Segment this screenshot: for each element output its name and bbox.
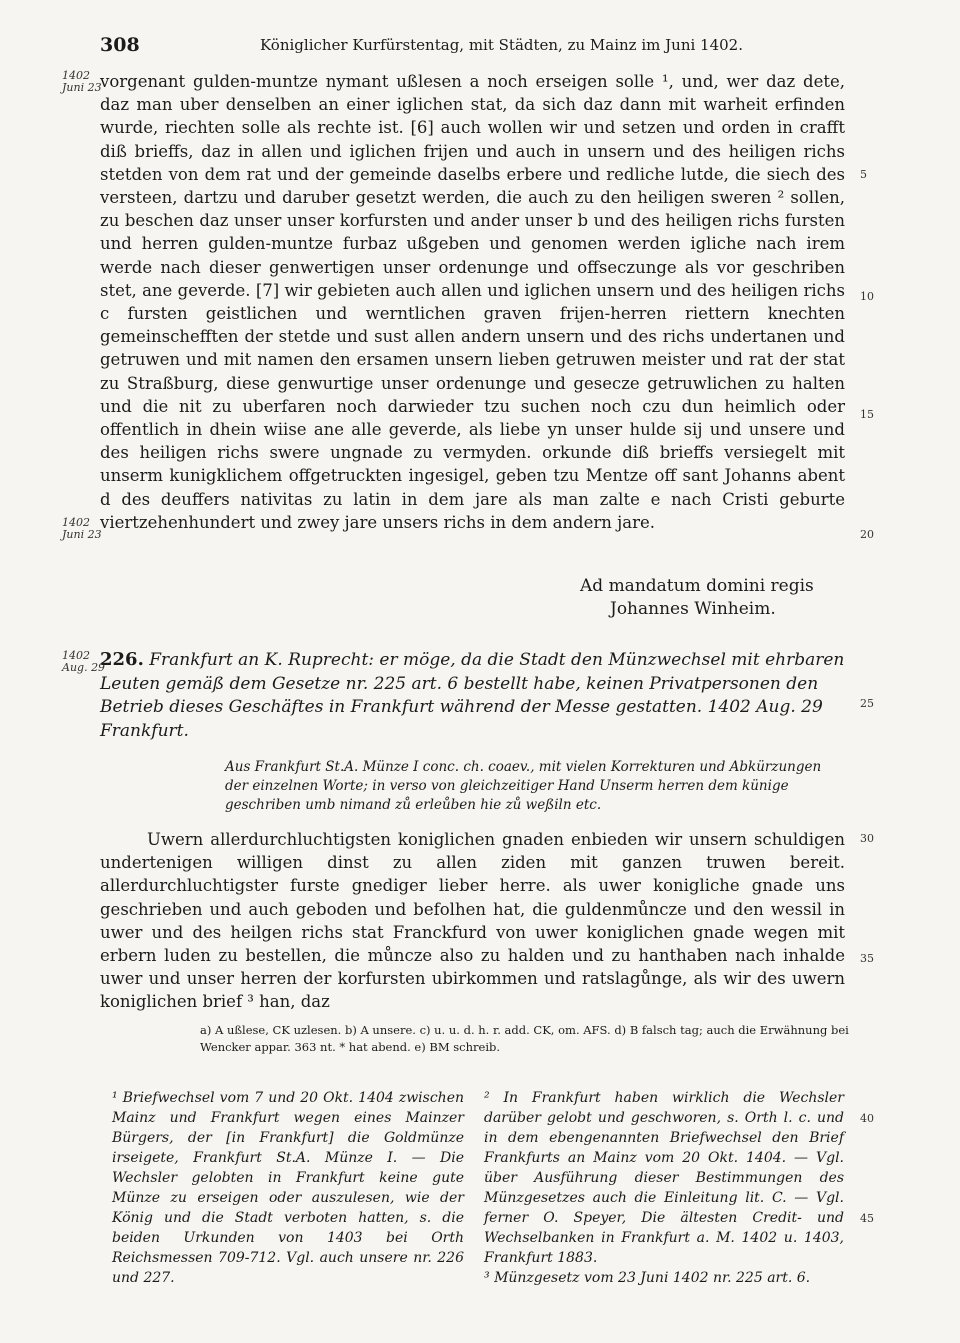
- running-title: Königlicher Kurfürstentag, mit Städten, zu Mainz im Juni 1402.: [260, 36, 743, 54]
- footnotes-right: [484, 1088, 844, 1288]
- document-number: 226.: [100, 649, 144, 670]
- line-number-25: 25: [860, 697, 874, 710]
- line-number-40: 40: [860, 1112, 874, 1125]
- subscription-line-1: Ad mandatum domini regis: [580, 576, 814, 596]
- text-block-2-body: Uwern allerdurchluchtigsten koniglichen gnaden enbieden wir unsern schuldigen undertenigen willigen dinst zu allen ziden mit ganzen truwen bereit. allerdurchluchtigster furste gnediger lieber herre. als uwer konigliche gnade uns geschrieben und auch geboden und befolhen hat, die guldenmůncze und den wessil in uwer und des heilgen richs stat Franckfurd von uwer koniglichen gnade wegen mit erbern luden zu bestellen, die můncze also zu halden und zu hanthaben nach inhalde uwer und unser herren der korfursten ubirkommen und ratslagůnge, als wir des uwern koniglichen brief ³ han, daz: [100, 830, 845, 1012]
- text-block-1: [100, 70, 845, 534]
- footnote-2: ² In Frankfurt haben wirklich die Wechsler darüber gelobt und geschworen, s. Orth l. c. und in dem ebengenannten Briefwechsel den Brief Frankfurts an Mainz vom 20 Okt. 1404. — Vgl. über Ausführung dieser Bestimmungen des Münzgesetzes auch die Einleitung lit. C. — Vgl. ferner O. Speyer, Die ältesten Credit- und Wechselbanken in Frankfurt a. M. 1402 u. 1403, Frankfurt 1883.: [484, 1090, 844, 1266]
- document-heading: [100, 648, 845, 743]
- variant-readings: a) A ußlese, CK uzlesen. b) A unsere. c) u. u. d. h. r. add. CK, om. AFS. d) B falsch tag; auch die Erwähnung bei Wencker appar. 363 nt. * hat abend. e) BM schreib.: [200, 1023, 849, 1054]
- line-number-30: 30: [860, 832, 874, 845]
- line-number-20: 20: [860, 528, 874, 541]
- document-regest: Frankfurt an K. Ruprecht: er möge, da die Stadt den Münzwechsel mit ehrbaren Leuten gemäß dem Gesetze nr. 225 art. 6 bestellt habe, keinen Privatpersonen den Betrieb dieses Geschäftes in Frankfurt während der Messe gestatten. 1402 Aug. 29 Frankfurt.: [100, 650, 845, 741]
- text-block-1-body: vorgenant gulden-muntze nymant ußlesen a noch erseigen solle ¹, und, wer daz dete, daz man uber denselben an einer iglichen stat, da sich daz dann mit warheit erfinden wurde, riechten solle als rechte ist. [6] auch wollen wir und setzen und orden in crafft diß brieffs, daz in allen und iglichen frijen und auch in unsern und des heiligen richs stetden von dem rat und der gemeinde daselbs erbere und redliche lutde, die siech des versteen, dartzu und daruber gesetzt werden, die auch zu den heiligen sweren ² sollen, zu beschen daz unser unser korfursten und ander unser b und des heiligen richs fursten und herren gulden-muntze furbaz ußgeben und genomen werden igliche nach irem werde nach dieser genwertigen unser ordenunge und offseczunge als vor geschriben stet, ane geverde. [7] wir gebieten auch allen und iglichen unsern und des heiligen richs c fursten geistlichen und werntlichen graven frijen-herren riettern knechten gemeinschefften der stetde und sust allen andern unsern und des richs undertanen und getruwen und mit namen den ersamen unsern lieben getruwen meister und rat der stat zu Straßburg, diese genwurtige unser ordenunge und gesecze getruwlichen zu halten und die nit zu uberfaren noch darwieder tzu suchen noch czu dun heimlich oder offentlich in dhein wiise ane alle geverde, als liebe yn unser hulde sij und unsere und des heiligen richs swere ungnade zu vermyden. orkunde diß brieffs versiegelt mit unserm kunigklichem offgetruckten ingesigel, geben tzu Mentze off sant Johanns abent d des deuffers nativitas zu latin in dem jare als man zalte e nach Cristi geburte viertzehenhundert und zwey jare unsers richs in dem andern jare.: [100, 72, 845, 532]
- line-number-15: 15: [860, 408, 874, 421]
- source-note: Aus Frankfurt St.A. Münze I conc. ch. coaev., mit vielen Korrekturen und Abkürzungen der einzelnen Worte; in verso von gleichzeitiger Hand Unserm herren dem künige geschriben umb nimand zů erleůben hie zů weßiln etc.: [225, 759, 822, 813]
- line-number-35: 35: [860, 952, 874, 965]
- text-block-2: [100, 828, 845, 1014]
- page-number: 308: [100, 34, 140, 56]
- footnote-1: ¹ Briefwechsel vom 7 und 20 Okt. 1404 zwischen Mainz und Frankfurt wegen eines Mainzer Bürgers, der [in Frankfurt] die Goldmünze irseigete, Frankfurt St.A. Münze I. — Die Wechsler gelobten in Frankfurt keine gute Münze zu erseigen oder auszulesen, wie der König und die Stadt verboten hatten, s. die beiden Urkunden von 1403 bei Orth Reichsmessen 709-712. Vgl. auch unsere nr. 226 und 227.: [112, 1090, 464, 1286]
- line-number-45: 45: [860, 1212, 874, 1225]
- subscription-line-2: Johannes Winheim.: [610, 599, 776, 619]
- line-number-10: 10: [860, 290, 874, 303]
- margin-date-top: 1402 Juni 23: [62, 69, 102, 94]
- line-number-5: 5: [860, 168, 867, 181]
- margin-date-doc226: 1402 Aug. 29: [62, 649, 106, 674]
- subscription: [560, 575, 860, 621]
- margin-date-bottom: 1402 Juni 23: [62, 516, 102, 541]
- footnote-3: ³ Münzgesetz vom 23 Juni 1402 nr. 225 art. 6.: [484, 1270, 811, 1286]
